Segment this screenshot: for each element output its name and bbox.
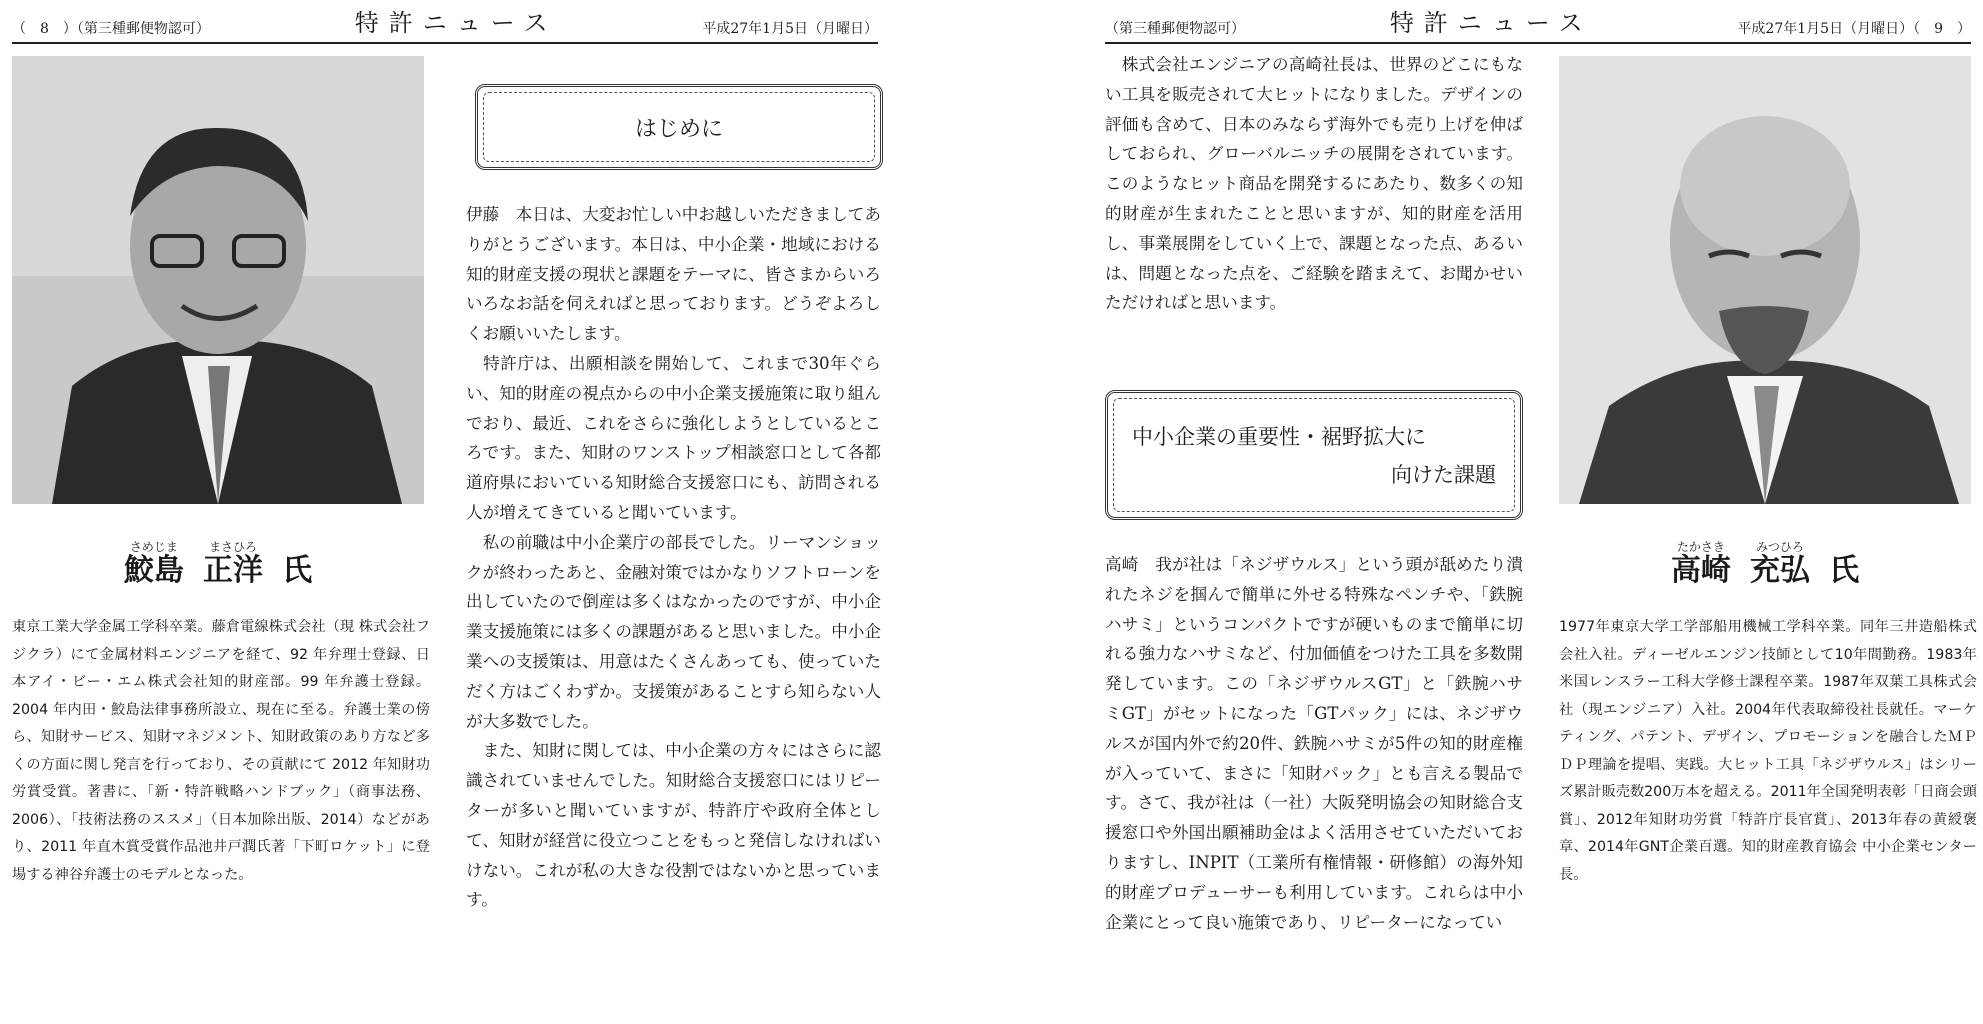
paragraph: 伊藤 本日は、大変お忙しい中お越しいただきましてありがとうございます。本日は、中小企業・地域における知的財産支援の現状と課題をテーマに、皆さまからいろいろなお話を伺えればと思っております。どうぞよろしくお願いいたします。 — [466, 205, 881, 344]
bio-takasaki: 1977年東京大学工学部船用機械工学科卒業。同年三井造船株式会社入社。ディーゼルエンジン技師として10年間勤務。1983年米国レンスラー工科大学修士課程卒業。1987年双葉工具株式会社（現エンジニア）入社。2004年代表取締役社長就任。マーケティング、パテント、デザイン、プロモーションを融合したＭＰＤＰ理論を提唱、実践。大ヒット工具「ネジザウルス」はシリーズ累計販売数200万本を超える。2011年全国発明表彰「日商会頭賞」、2012年知財功労賞「特許庁長官賞」、2013年春の黄綬褒章、2014年GNT企業百選。知的財産教育協会 中小企業センター長。 — [1559, 619, 1977, 883]
name-suffix: 氏 — [1829, 553, 1860, 588]
name-surname: 鮫島 — [123, 553, 184, 588]
bio-samejima: 東京工業大学金属工学科卒業。藤倉電線株式会社（現 株式会社フジクラ）にて金属材料エンジニアを経て、92 年弁理士登録、日本アイ・ビー・エム株式会社知的財産部。99 年弁護士登録。2004 年内田・鮫島法律事務所設立、現在に至る。弁護士業の傍ら、知財サービス、知財マネジメント、知財政策のあり方など多くの方面に関し発言を行っており、その貢献にて 2012 年知財功労賞受賞。著書に、「新・特許戦略ハンドブック」（商事法務、2006）、「技術法務のススメ」（日本加除出版、2014）などがあり、2011 年直木賞受賞作品池井戸潤氏著「下町ロケット」に登場する神谷弁護士のモデルとなった。 — [12, 619, 430, 883]
postal-permit-label: （第三種郵便物認可） — [76, 21, 210, 37]
section-heading-line1: 中小企業の重要性・裾野拡大に — [1132, 425, 1426, 449]
name-ruby-surname: たかさき — [1676, 540, 1725, 554]
page-number: （ 8 ） — [12, 21, 77, 37]
left-page-header — [12, 9, 878, 44]
portrait-photo-takasaki — [1559, 56, 1971, 504]
paragraph: 特許庁は、出願相談を開始して、これまで30年ぐらい、知的財産の視点からの中小企業支援施策に取り組んでおり、最近、これをさらに強化しようとしているところです。また、知財のワンストップ相談窓口として各都道府県においている知財総合支援窓口にも、訪問される人が増えてきていると聞いています。 — [466, 353, 881, 522]
paragraph: また、知財に関しては、中小企業の方々にはさらに認識されていませんでした。知財総合支援窓口にはリピーターが多いと聞いていますが、特許庁や政府全体として、知財が経営に役立つことをもっと発信しなければいけない。これが私の大きな役割ではないかと思っています。 — [466, 741, 881, 910]
right-page-header — [1105, 9, 1971, 44]
section-heading: はじめに — [634, 116, 723, 142]
name-suffix: 氏 — [282, 553, 313, 588]
portrait-photo-samejima — [12, 56, 424, 504]
name-given: 正洋 — [203, 553, 263, 588]
intro-paragraph: 株式会社エンジニアの高崎社長は、世界のどこにもない工具を販売されて大ヒットになりました。デザインの評価も含めて、日本のみならず海外でも売り上げを伸ばしておられ、グローバルニッチの展開をされています。このようなヒット商品を開発するにあたり、数多くの知的財産が生まれたことと思いますが、知的財産を活用し、事業展開をしていく上で、課題となった点、あるいは、問題となった点を、ご経験を踏まえて、お聞かせいただければと思います。 — [1105, 55, 1523, 313]
name-ruby-given: まさひろ — [208, 540, 257, 554]
issue-date: 平成27年1月5日（月曜日）（ 9 ） — [1737, 21, 1971, 37]
postal-permit-label: （第三種郵便物認可） — [1105, 21, 1245, 37]
section-heading-line2: 向けた課題 — [1391, 463, 1496, 487]
name-ruby-surname: さめじま — [129, 540, 178, 554]
issue-date: 平成27年1月5日（月曜日） — [702, 21, 878, 37]
newspaper-title: 特許ニュース — [354, 9, 558, 37]
article-body-right: 高崎 我が社は「ネジザウルス」という頭が舐めたり潰れたネジを掴んで簡単に外せる特殊なペンチや、「鉄腕ハサミ」というコンパクトですが硬いものまで簡単に切れる強力なハサミなど、付加価値をつけた工具を多数開発しています。この「ネジザウルスGT」と「鉄腕ハサミGT」がセットになった「GTパック」には、ネジザウルスが国内外で約20件、鉄腕ハサミが5件の知的財産権が入っていて、まさに「知財パック」とも言える製品です。さて、我が社は（一社）大阪発明協会の知財総合支援窓口や外国出願補助金はよく活用させていただいておりますし、INPIT（工業所有権情報・研修館）の海外知的財産プロデューサーも利用しています。これらは中小企業にとって良い施策であり、リピーターになってい — [1105, 555, 1523, 932]
left-page — [0, 0, 890, 1024]
name-given: 充弘 — [1750, 553, 1810, 588]
section-heading-box — [475, 84, 883, 170]
right-page — [1093, 0, 1983, 1024]
name-samejima — [12, 540, 424, 588]
name-takasaki — [1559, 540, 1971, 588]
section-heading-box — [1105, 390, 1523, 520]
article-body-left — [466, 200, 881, 915]
portrait-photo-icon — [1559, 56, 1971, 504]
paragraph: 私の前職は中小企業庁の部長でした。リーマンショックが終わったあと、金融対策ではかなりソフトローンを出していたので倒産は多くはなかったのですが、中小企業支援施策には多くの課題があると思いました。中小企業への支援策は、用意はたくさんあっても、使っていただく方はごくわずか。支援策があることすら知らない人が大多数でした。 — [466, 532, 881, 731]
portrait-photo-icon — [12, 56, 424, 504]
newspaper-title: 特許ニュース — [1389, 9, 1593, 37]
name-surname: 高崎 — [1670, 553, 1731, 588]
name-ruby-given: みつひろ — [1756, 540, 1804, 554]
